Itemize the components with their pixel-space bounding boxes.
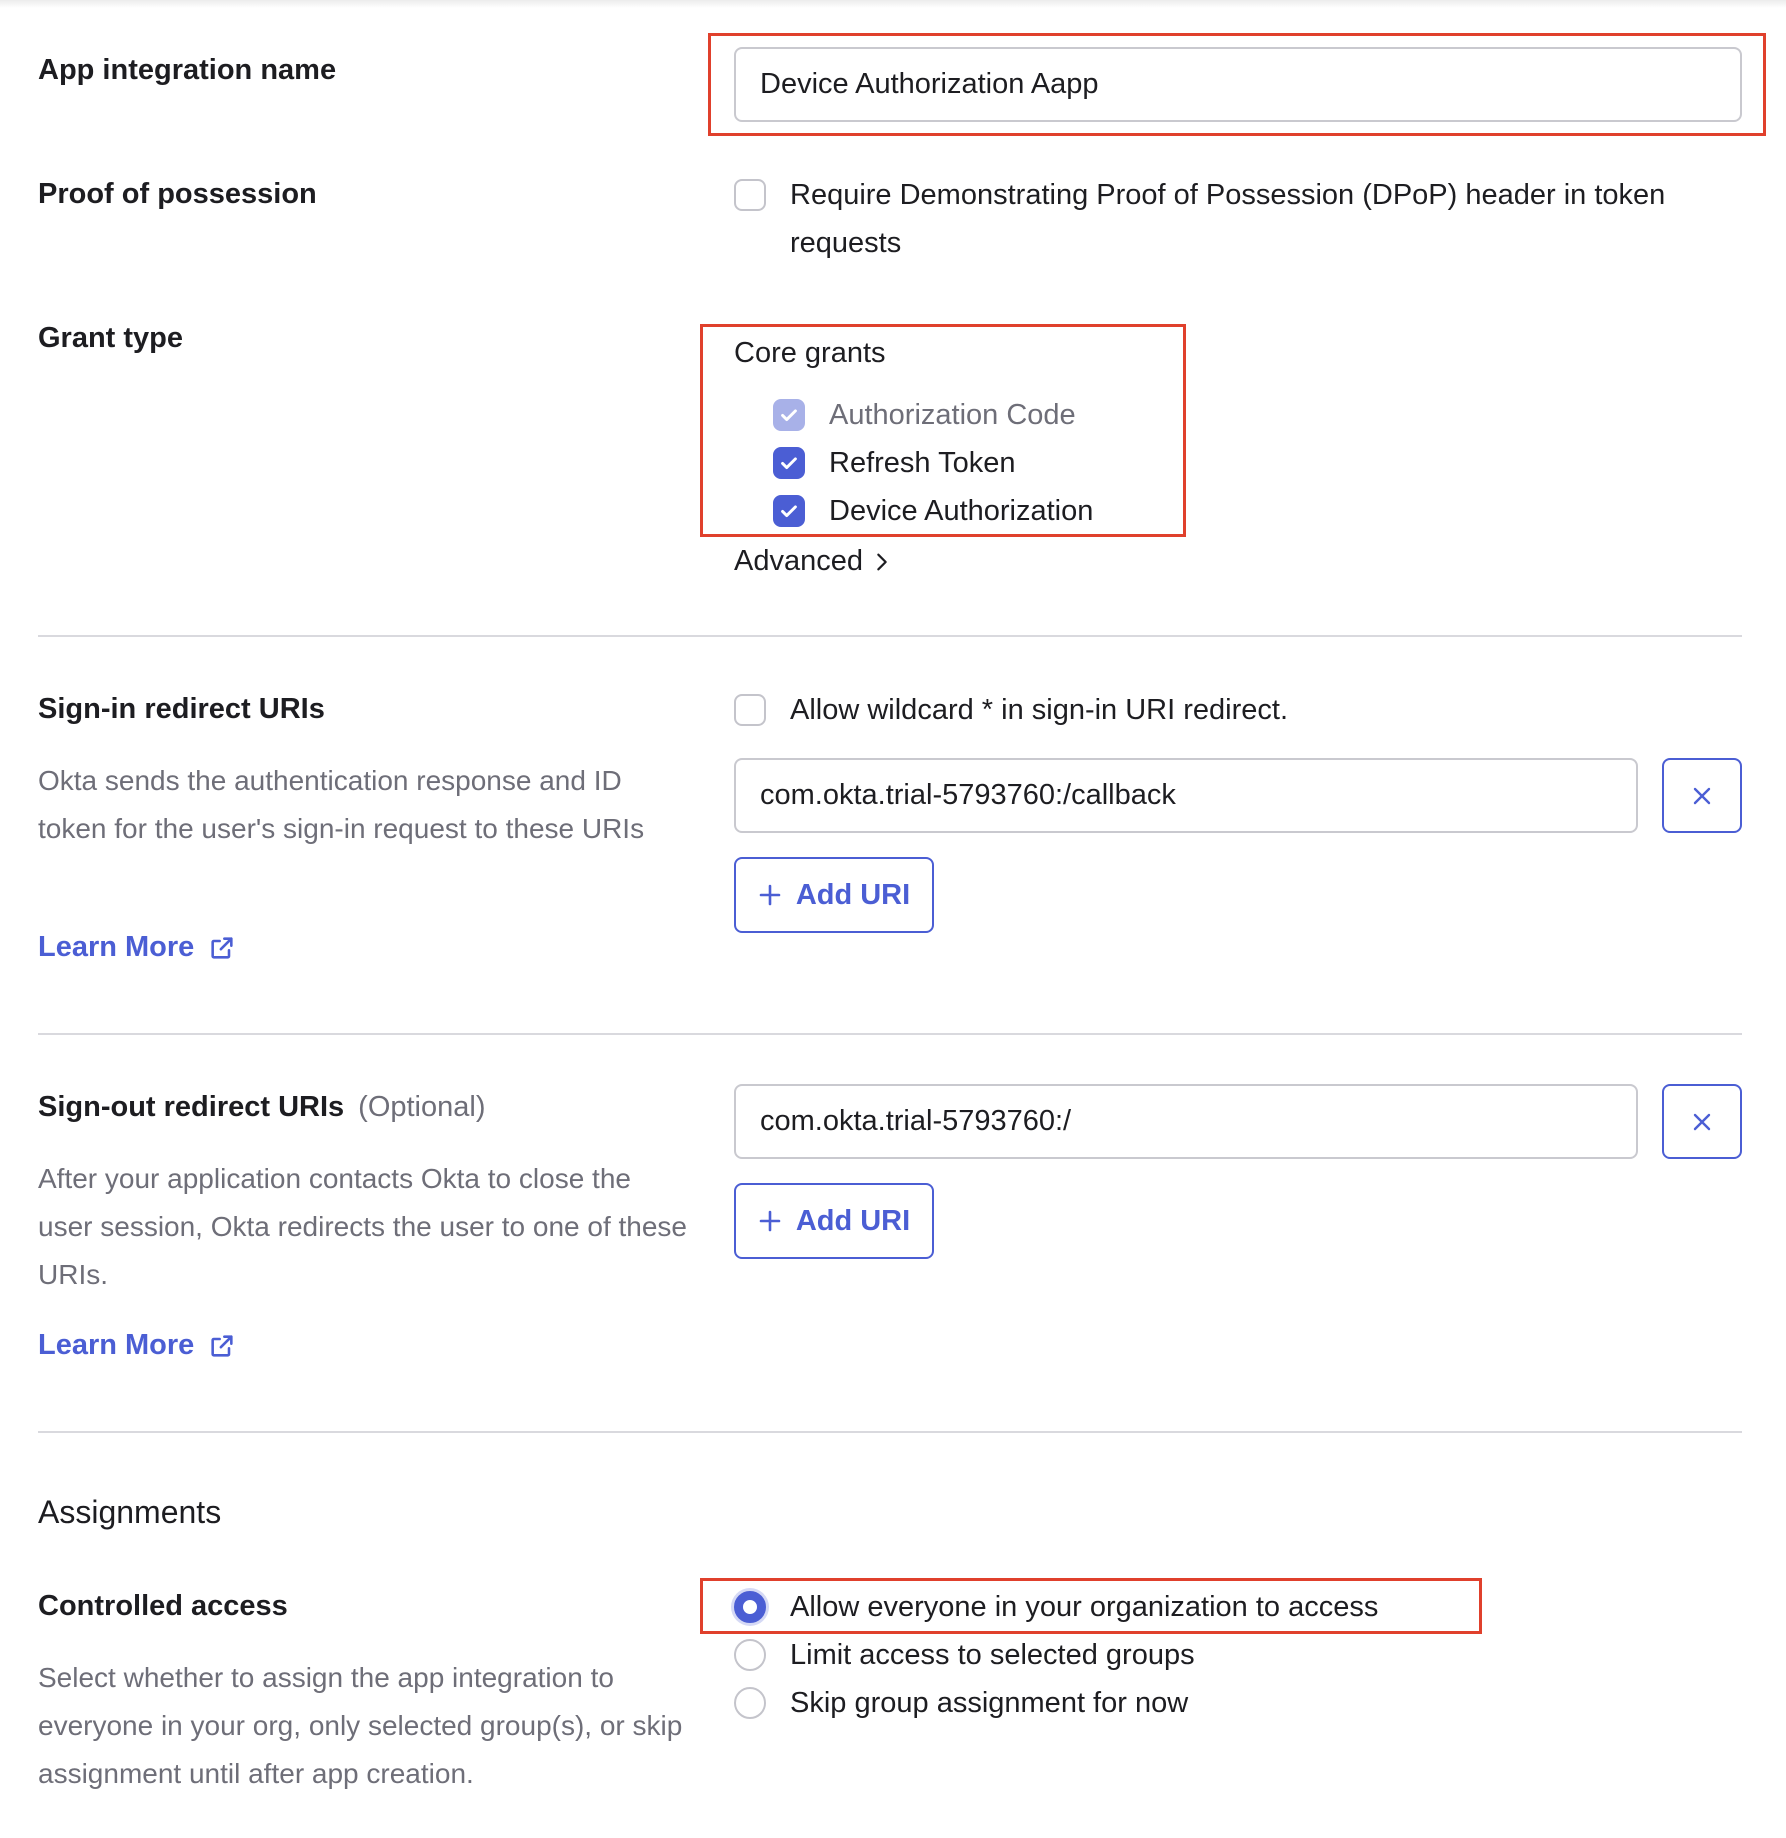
signout-learn-more-link[interactable] [38,1329,236,1362]
dpop-option-text [790,171,1665,267]
controlled-access-label: Controlled access [38,1590,288,1622]
authorization-code-checkbox[interactable] [773,399,805,431]
signout-add-uri-button[interactable] [734,1183,934,1259]
core-grants-title: Core grants [734,337,886,369]
groups-radio[interactable] [734,1639,766,1671]
remove-signout-uri-button[interactable] [1662,1084,1742,1159]
dpop-option-line2: requests [790,227,902,259]
external-link-icon [208,1332,236,1360]
external-link-icon [208,934,236,962]
refresh-token-label: Refresh Token [829,447,1016,479]
check-icon [778,404,800,426]
dpop-option-line1: Require Demonstrating Proof of Possession (DPoP) header in token [790,179,1666,211]
grant-refresh-token[interactable] [773,439,1015,487]
optional-tag: (Optional) [358,1091,486,1123]
dpop-option[interactable] [734,171,1665,267]
device-authorization-label: Device Authorization [829,495,1094,527]
add-uri-label: Add URI [795,878,911,911]
signin-uri-input[interactable]: com.okta.trial-5793760:/callback [734,758,1638,833]
chevron-right-icon [871,551,893,573]
advanced-toggle[interactable] [734,545,893,578]
signin-redirect-description: Okta sends the authentication response and ID token for the user's sign-in request to these URIs [38,765,645,844]
grant-authorization-code[interactable] [773,391,1076,439]
grant-device-authorization[interactable] [773,487,1093,535]
learn-more-text: Learn More [38,1329,195,1361]
divider-3 [38,1431,1742,1433]
remove-signin-uri-button[interactable] [1662,758,1742,833]
skip-radio-label: Skip group assignment for now [790,1687,1189,1719]
check-icon [778,452,800,474]
signout-redirect-title: Sign-out redirect URIs [38,1091,345,1123]
wildcard-label: Allow wildcard * in sign-in URI redirect. [790,694,1288,726]
dpop-checkbox[interactable] [734,179,766,211]
groups-radio-label: Limit access to selected groups [790,1639,1195,1671]
app-name-label: App integration name [38,54,337,86]
grant-type-label: Grant type [38,322,184,354]
learn-more-text: Learn More [38,931,195,963]
signout-redirect-label [38,1091,485,1124]
proof-of-possession-label: Proof of possession [38,178,317,210]
advanced-label: Advanced [734,545,863,577]
device-authorization-checkbox[interactable] [773,495,805,527]
add-uri-label: Add URI [795,1204,911,1237]
everyone-radio[interactable] [734,1591,766,1623]
signin-redirect-label: Sign-in redirect URIs [38,693,325,725]
signout-uri-input[interactable]: com.okta.trial-5793760:/ [734,1084,1638,1159]
assignments-title: Assignments [38,1494,222,1530]
check-icon [778,500,800,522]
plus-icon [758,1209,782,1233]
signin-learn-more-link[interactable] [38,931,236,964]
app-name-input[interactable]: Device Authorization Aapp [734,47,1742,122]
access-option-groups[interactable] [734,1631,1195,1679]
access-option-skip[interactable] [734,1679,1188,1727]
authorization-code-label: Authorization Code [829,399,1076,431]
divider-1 [38,635,1742,637]
wildcard-checkbox[interactable] [734,694,766,726]
close-icon [1690,1110,1714,1134]
top-shadow [0,0,1786,8]
everyone-radio-label: Allow everyone in your organization to access [790,1591,1379,1623]
access-option-everyone[interactable] [734,1583,1378,1631]
divider-2 [38,1033,1742,1035]
close-icon [1690,784,1714,808]
wildcard-option[interactable] [734,686,1288,734]
plus-icon [758,883,782,907]
skip-radio[interactable] [734,1687,766,1719]
refresh-token-checkbox[interactable] [773,447,805,479]
signout-redirect-description: After your application contacts Okta to close the user session, Okta redirects the user to one of these URIs. [38,1163,688,1290]
controlled-access-description: Select whether to assign the app integration to everyone in your org, only selected group(s), or skip assignment until after app creation. [38,1662,683,1789]
signin-add-uri-button[interactable] [734,857,934,933]
